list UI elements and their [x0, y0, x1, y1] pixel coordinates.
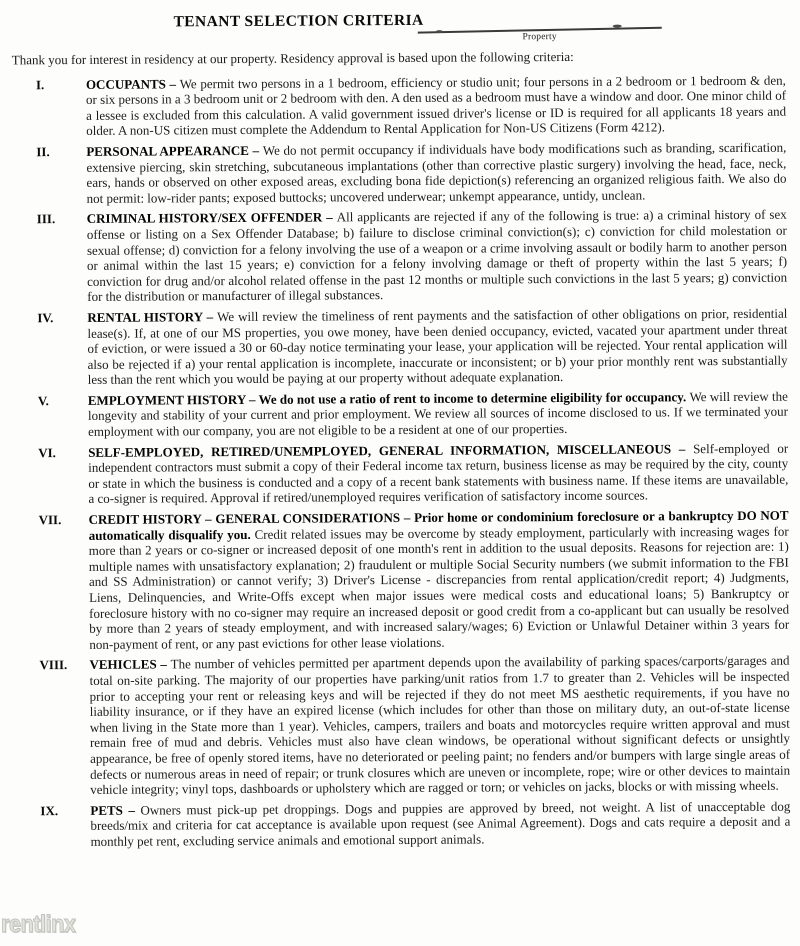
section-numeral: II.: [36, 144, 50, 160]
ink-speckle: [613, 24, 622, 27]
section-text: [89, 653, 790, 798]
section-heading: EMPLOYMENT HISTORY – We do not use a ratio of rent to income to determine eligibility for occupancy.: [87, 389, 690, 408]
section-numeral: V.: [37, 393, 49, 409]
section-numeral: III.: [36, 211, 56, 227]
section-text: [88, 440, 788, 507]
property-label: Property: [522, 32, 557, 43]
section-numeral: IX.: [40, 802, 59, 818]
section-personal-appearance: [0, 140, 787, 207]
section-occupants: [0, 72, 786, 139]
property-field: [417, 6, 661, 42]
section-numeral: VII.: [38, 512, 62, 528]
section-body: We will review the timeliness of rent payments and the satisfaction of other obligations on prior, residential lease(s). If, at one of our MS properties, you owe money, have been denied occupancy, evicted, vacated your apartment under threat of eviction, or were issued a 30 or 60-day notice terminating your lease, your application will be rejected. Your rental application will also be rejected if a) your rental application is incomplete, inaccurate or inconsistent; or b) your prior monthly rent was substantially less than the rent which you would be paying at our property without adequate explanation.: [87, 305, 788, 388]
section-body: Self-employed or independent contractors must submit a copy of their Federal income tax return, business license as may be required by the city, county or state in which the business is conducted and a copy of a recent bank statements with business name. If these items are unavailable, a co-signer is required. Approval if retired/unemployed requires verification of satisfactory income sources.: [88, 440, 789, 507]
section-vehicles: [1, 653, 790, 798]
page-title: TENANT SELECTION CRITERIA: [173, 11, 424, 31]
rentlinx-watermark: rentlinx: [1, 911, 76, 938]
intro-paragraph: Thank you for interest in residency at our property. Residency approval is based upon the following criteria:: [11, 48, 574, 68]
ink-speckle: [436, 30, 443, 33]
section-criminal-history: [0, 207, 787, 305]
page-header: [0, 0, 798, 48]
property-blank-line: [417, 5, 661, 34]
section-text: [86, 72, 786, 139]
section-heading: CRIMINAL HISTORY/SEX OFFENDER –: [86, 209, 337, 227]
section-body: We do not permit occupancy if individuals have body modifications such as branding, scarification, extensive piercing, skin stretching, subcutaneous implantations (other than corrective plastic surgery) involving the head, face, neck, ears, hands or observed on other exposed areas, excluding bona fide depiction(s) referencing an organized religious faith. We also do not permit: low-rider pants; exposed buttocks; uncovered underwear; unkempt appearance, untidy, unclean.: [86, 139, 787, 206]
section-heading: PETS –: [90, 802, 141, 818]
section-body: We permit two persons in a 1 bedroom, efficiency or studio unit; four persons in a 2 bedroom or 1 bedroom & den, or six persons in a 3 bedroom unit or 2 bedroom with den. A den used as a bedroom must have a window and door. One minor child of a lessee is excluded from this calculation. A valid government issued driver's license or ID is required for all applicants 18 years and older. A non-US citizen must complete the Addendum to Rental Application for Non-US Citizens (Form 4212).: [85, 72, 787, 139]
section-numeral: IV.: [37, 310, 54, 326]
section-text: [87, 306, 787, 388]
section-text: [90, 798, 790, 849]
section-heading: VEHICLES –: [89, 656, 171, 673]
section-rental-history: [0, 306, 788, 389]
section-body: The number of vehicles permitted per apartment depends upon the availability of parking spaces/carports/garages and total on-site parking. The majority of our properties have parking/unit ratios from 1.7 to greater than 2. Vehicles will be inspected prior to accepting your rent or releasing keys and will be rejected if they do not meet MS aesthetic requirements, if you have no liability insurance, or if they have an expired license (which includes for other than those on military duty, an out-of-state license when living in the State more than 1 year). Vehicles, campers, trailers and boats and motorcycles require written approval and must remain free of mud and debris. Vehicles must also have clean windows, be operational without significant defects or unsightly appearance, be free of openly stored items, have no deteriorated or peeling paint; no fenders and/or bumpers with large single areas of defects or numerous areas in need of repair; or trunk closures which are uneven or incomplete, rope; wire or other devices to maintain vehicle integrity; vinyl tops, dashboards or upholstery which are ragged or torn; or vehicles on jacks, blocks or with missing wheels.: [89, 653, 791, 798]
section-credit-history: [1, 508, 790, 653]
section-numeral: I.: [35, 76, 45, 92]
section-numeral: VIII.: [39, 657, 68, 673]
section-text: [86, 140, 786, 207]
section-self-employed: [0, 440, 788, 507]
section-body: Credit related issues may be overcome by steady employment, particularly with increasing wages for more than 2 years or co-signer or increased deposit of one month's rent in addition to the usual deposits. Reasons for rejection are: 1) multiple names with unsatisfactory explanation; 2) fraudulent or multiple Social Security numbers (we submit information to the FBI and SS Administration) or cannot verify; 3) Driver's License - discrepancies from rental application/credit report; 4) Judgments, Liens, Delinquencies, and Write-Offs except when major issues were medical costs and educational loans; 5) Bankruptcy or foreclosure history with no co-signer may require an increased deposit or good credit from a co-applicant but can usually be resolved by more than 2 years of steady employment, and with increased salary/wages; 6) Eviction or Unlawful Detainer within 3 years for non-payment of rent, or any past evictions for other lease violations.: [88, 523, 790, 652]
section-heading: SELF-EMPLOYED, RETIRED/UNEMPLOYED, GENERAL INFORMATION, MISCELLANEOUS –: [88, 440, 694, 460]
section-numeral: VI.: [38, 444, 56, 460]
section-heading: PERSONAL APPEARANCE –: [86, 142, 263, 159]
section-body: Owners must pick-up pet droppings. Dogs and puppies are approved by breed, not weight. A list of unacceptable dog breeds/mix and criteria for cat acceptance is available upon request (see Animal Agreement). Dogs and cats require a deposit and a monthly pet rent, excluding service animals and emotional support animals.: [90, 798, 791, 849]
section-heading: CREDIT HISTORY – GENERAL CONSIDERATIONS – Prior home or condominium foreclosure or a bankruptcy DO NOT automatically disqualify you.: [88, 507, 789, 543]
criteria-list: [0, 72, 800, 850]
section-body: We will review the longevity and stability of your current and prior employment. We review all sources of income disclosed to us. If we terminated your employment with our company, you are not eligible to be a resident at one of our properties.: [87, 388, 788, 439]
section-employment-history: [0, 389, 788, 441]
section-heading: OCCUPANTS –: [85, 75, 180, 92]
section-body: All applicants are rejected if any of the following is true: a) a criminal history of sex offense or listing on a Sex Offender Database; b) failure to disclose criminal conviction(s); c) conviction for child molestation or sexual offense; d) conviction for a felony involving the use of a weapon or a crime involving assault or bodily harm to another person or animal within the last 15 years; e) conviction for a felony involving damage or theft of property within the last 5 years; f) conviction for drug and/or alcohol related offense in the past 12 months or multiple such convictions in the last 5 years; g) conviction for the distribution or manufacturer of illegal substances.: [86, 206, 788, 305]
section-text: [87, 207, 788, 305]
section-pets: [2, 798, 790, 850]
section-text: [88, 389, 788, 440]
section-text: [89, 508, 790, 653]
section-heading: RENTAL HISTORY –: [87, 309, 218, 325]
